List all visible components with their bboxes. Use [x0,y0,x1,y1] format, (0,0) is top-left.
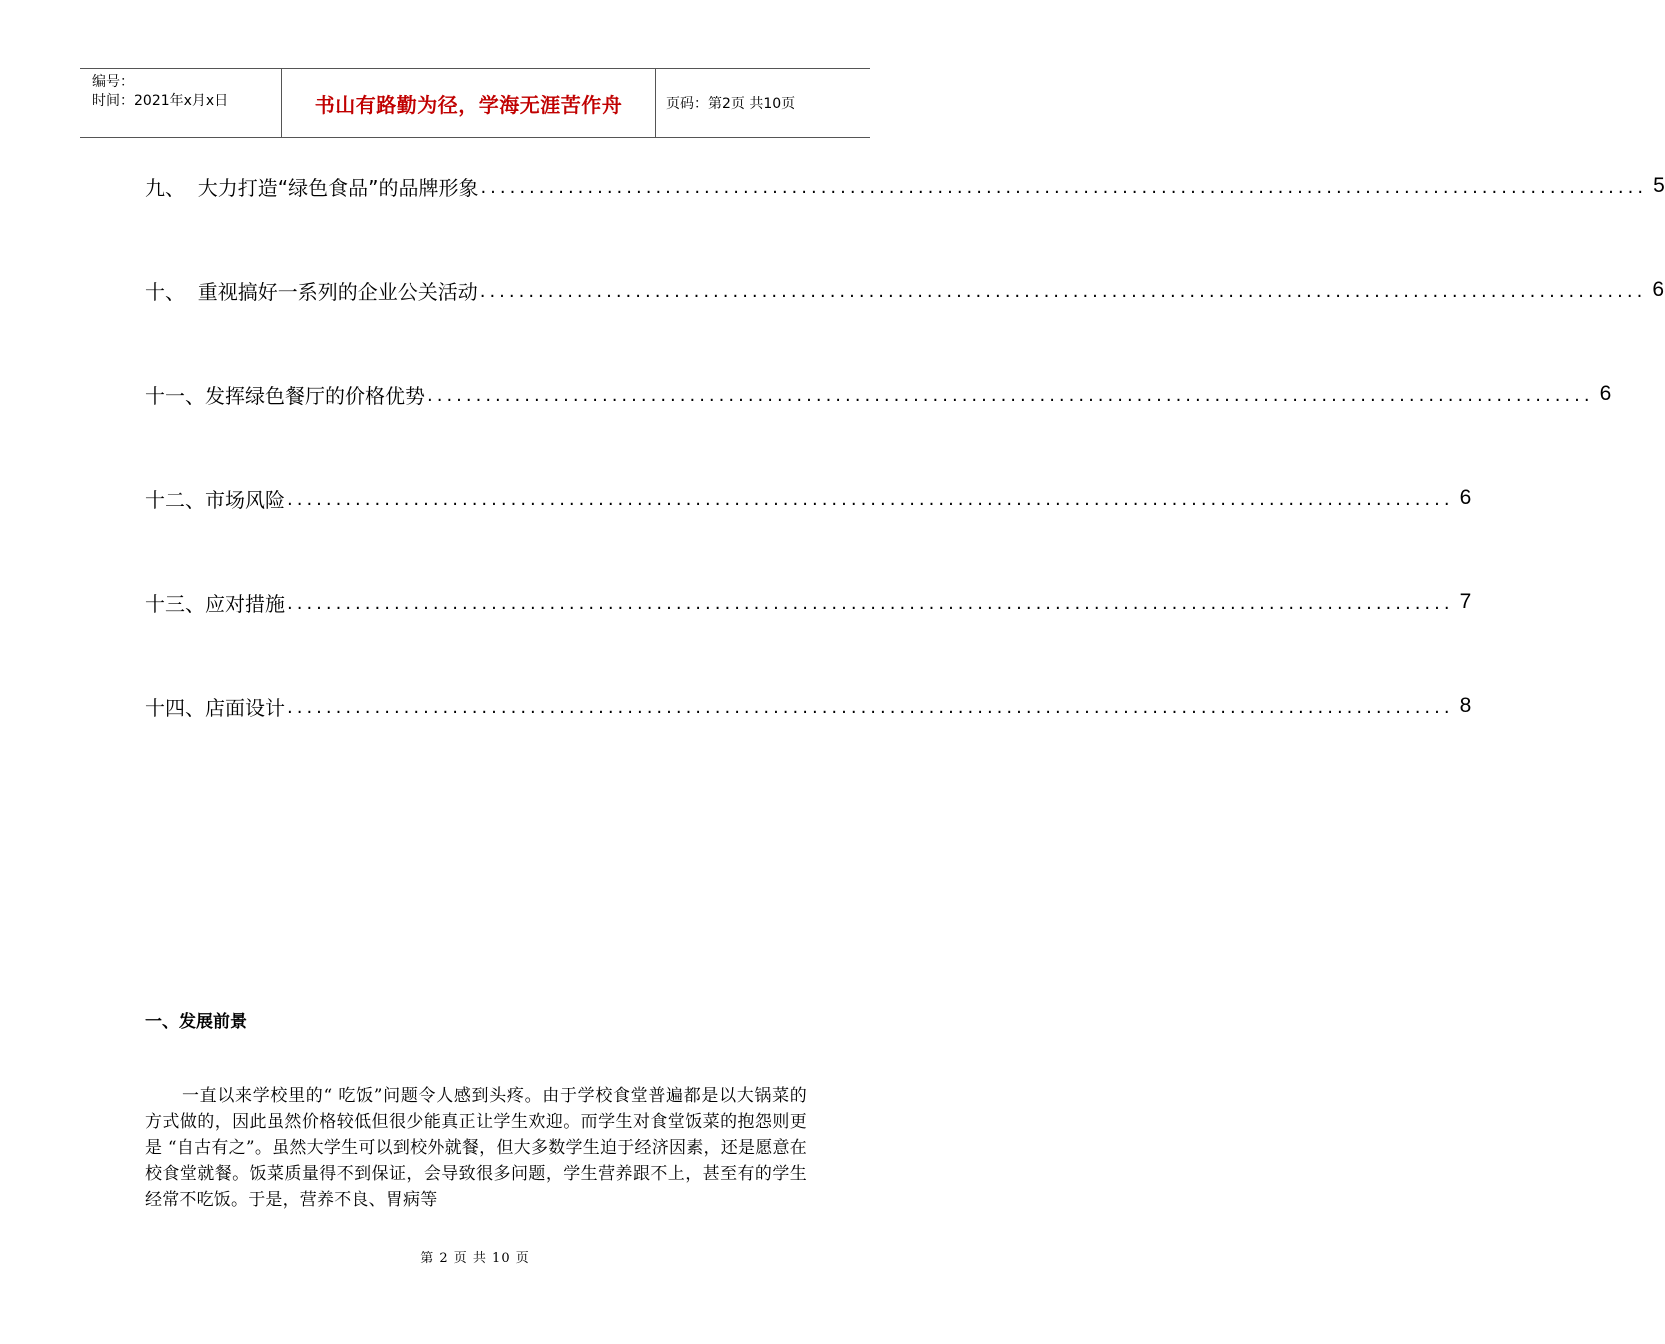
document-date: 时间：2021年x月x日 [92,93,229,109]
section-heading: 一、发展前景 [145,1012,247,1032]
toc-entry-title: 市场风险 [205,487,285,512]
toc-entry[interactable] [145,587,1472,617]
toc-entry-page: 6 [1652,278,1665,301]
toc-entry-page: 8 [1459,694,1472,717]
toc-leader-dots: ........................................................................................................................ [479,280,1647,302]
toc-entry[interactable] [145,275,1665,305]
toc-leader-dots: ........................................................................................................................ [287,592,1454,614]
toc-entry[interactable] [145,379,1612,409]
toc-entry-title: 发挥绿色餐厅的价格优势 [205,383,425,408]
toc-entry-number: 九、 [145,175,198,200]
toc-entry-number: 十、 [145,279,198,304]
toc-entry-page: 7 [1459,590,1472,613]
toc-entry-page: 5 [1653,174,1665,197]
toc-entry-number: 十四、 [145,695,205,720]
page-footer: 第 2 页 共 10 页 [420,1251,530,1266]
toc-leader-dots: ........................................................................................................................ [480,176,1648,198]
header-page-info: 页码：第2页 共10页 [666,96,796,112]
toc-leader-dots: ........................................................................................................................ [287,488,1454,510]
toc-entry[interactable] [145,691,1472,721]
toc-leader-dots: ........................................................................................................................ [427,384,1594,406]
header-motto: 书山有路勤为径，学海无涯苦作舟 [282,69,656,137]
toc-entry-title: 重视搞好一系列的企业公关活动 [197,279,478,304]
toc-leader-dots: ........................................................................................................................ [287,696,1454,718]
header-meta [80,69,282,137]
toc-entry-number: 十二、 [145,487,205,512]
toc-entry-page: 6 [1599,382,1612,405]
toc-entry-number: 十三、 [145,591,205,616]
toc-entry[interactable] [145,483,1472,513]
toc-entry-page: 6 [1459,486,1472,509]
toc-entry-title: 应对措施 [205,591,285,616]
page-header [80,68,870,138]
toc-entry-title: 店面设计 [205,695,285,720]
toc-entry-title: 大力打造“绿色食品”的品牌形象 [197,175,479,200]
toc-entry-number: 十一、 [145,383,205,408]
toc-entry[interactable] [145,171,1665,201]
document-number-label: 编号： [92,74,134,90]
body-paragraph: 一直以来学校里的“ 吃饭”问题令人感到头疼。由于学校食堂普遍都是以大锅菜的方式做的，因此虽然价格较低但很少能真正让学生欢迎。而学生对食堂饭菜的抱怨则更是 “自古有之”。虽然大学生可以到校外就餐，但大多数学生迫于经济因素，还是愿意在校食堂就餐。饭菜质量得不到保证，会导致很多问题，学生营养跟不上，甚至有的学生经常不吃饭。于是，营养不良、胃病等 [145,1086,807,1210]
